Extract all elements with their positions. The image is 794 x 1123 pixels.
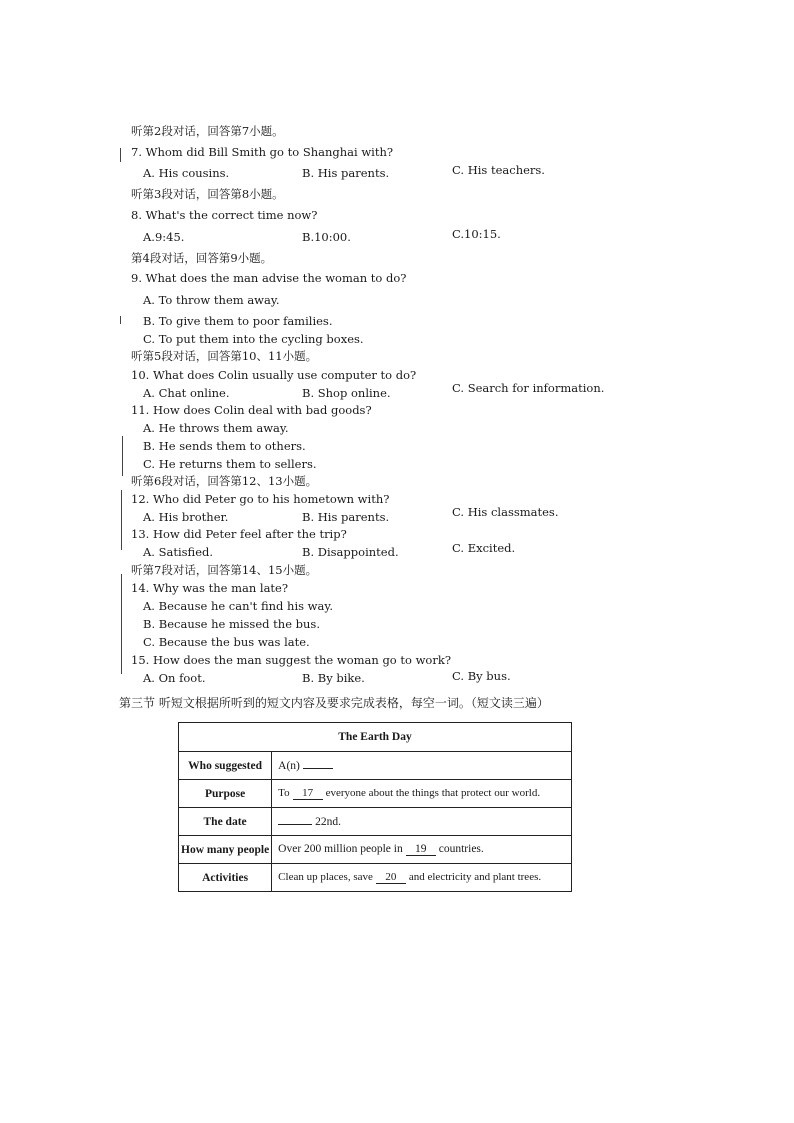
row-text-pre: Over 200 million people in (278, 843, 403, 855)
row-content (272, 752, 572, 780)
question-12: 12. Who did Peter go to his hometown with? (131, 492, 390, 506)
q14-option-a: A. Because he can't find his way. (143, 599, 334, 613)
table-title-row (179, 723, 572, 752)
section-heading: 听第3段对话，回答第8小题。 (131, 187, 284, 201)
q13-option-b: B. Disappointed. (302, 545, 399, 559)
margin-mark (122, 436, 123, 476)
q12-option-c: C. His classmates. (452, 505, 559, 519)
row-content (272, 808, 572, 836)
q13-option-a: A. Satisfied. (143, 545, 214, 559)
row-label: The date (179, 808, 272, 836)
row-text-pre: A(n) (278, 759, 300, 772)
q15-option-c: C. By bus. (452, 669, 511, 683)
section-heading: 听第6段对话，回答第12、13小题。 (131, 474, 318, 488)
q14-option-b: B. Because he missed the bus. (143, 617, 320, 631)
question-15: 15. How does the man suggest the woman go to work? (131, 653, 451, 667)
q15-option-b: B. By bike. (302, 671, 365, 685)
section-heading: 听第5段对话，回答第10、11小题。 (131, 349, 318, 363)
table-row (179, 864, 572, 892)
q8-option-a: A.9:45. (143, 230, 185, 244)
q10-option-c: C. Search for information. (452, 381, 605, 395)
q8-option-c: C.10:15. (452, 227, 501, 241)
section-heading: 听第7段对话，回答第14、15小题。 (131, 563, 318, 577)
q7-option-a: A. His cousins. (143, 166, 230, 180)
margin-mark (121, 574, 122, 674)
part3-instructions: 第三节 听短文根据所听到的短文内容及要求完成表格，每空一词。（短文读三遍） (119, 696, 549, 710)
row-label: Purpose (179, 780, 272, 808)
q12-option-a: A. His brother. (143, 510, 229, 524)
q10-option-b: B. Shop online. (302, 386, 391, 400)
q9-option-a: A. To throw them away. (143, 293, 280, 307)
q11-option-a: A. He throws them away. (143, 421, 289, 435)
answer-blank[interactable] (278, 824, 312, 825)
q7-option-b: B. His parents. (302, 166, 390, 180)
row-text-post: and electricity and plant trees. (408, 871, 542, 883)
answer-blank[interactable]: 20 (376, 871, 406, 884)
row-text-post: 22nd. (315, 815, 342, 828)
row-text-pre: Clean up places, save (278, 871, 373, 883)
row-label: Activities (179, 864, 272, 892)
row-content (272, 780, 572, 808)
row-text-post: everyone about the things that protect our world. (325, 787, 541, 799)
q9-option-c: C. To put them into the cycling boxes. (143, 332, 364, 346)
row-content (272, 864, 572, 892)
answer-blank[interactable]: 17 (293, 787, 323, 800)
table-row (179, 808, 572, 836)
q9-option-b: B. To give them to poor families. (143, 314, 333, 328)
question-11: 11. How does Colin deal with bad goods? (131, 403, 372, 417)
table-row (179, 836, 572, 864)
table-row (179, 780, 572, 808)
margin-mark (120, 316, 121, 324)
section-heading: 第4段对话，回答第9小题。 (131, 251, 273, 265)
q15-option-a: A. On foot. (143, 671, 206, 685)
margin-mark (120, 148, 121, 162)
question-9: 9. What does the man advise the woman to do? (131, 271, 407, 285)
question-8: 8. What's the correct time now? (131, 208, 318, 222)
row-text-pre: To (278, 787, 290, 799)
question-10: 10. What does Colin usually use computer to do? (131, 368, 417, 382)
q13-option-c: C. Excited. (452, 541, 516, 555)
answer-blank[interactable] (303, 768, 333, 769)
q12-option-b: B. His parents. (302, 510, 390, 524)
q11-option-b: B. He sends them to others. (143, 439, 306, 453)
q10-option-a: A. Chat online. (143, 386, 230, 400)
earth-day-table (178, 722, 572, 892)
q7-option-c: C. His teachers. (452, 163, 545, 177)
q14-option-c: C. Because the bus was late. (143, 635, 310, 649)
question-7: 7. Whom did Bill Smith go to Shanghai with? (131, 145, 394, 159)
row-text-post: countries. (438, 843, 484, 855)
question-13: 13. How did Peter feel after the trip? (131, 527, 347, 541)
row-label: How many people (179, 836, 272, 864)
q11-option-c: C. He returns them to sellers. (143, 457, 317, 471)
question-14: 14. Why was the man late? (131, 581, 289, 595)
answer-blank[interactable]: 19 (406, 843, 436, 856)
row-content (272, 836, 572, 864)
row-label: Who suggested (179, 752, 272, 780)
q8-option-b: B.10:00. (302, 230, 351, 244)
table-row (179, 752, 572, 780)
margin-mark (121, 490, 122, 550)
section-heading: 听第2段对话，回答第7小题。 (131, 124, 284, 138)
table-title: The Earth Day (179, 723, 572, 752)
